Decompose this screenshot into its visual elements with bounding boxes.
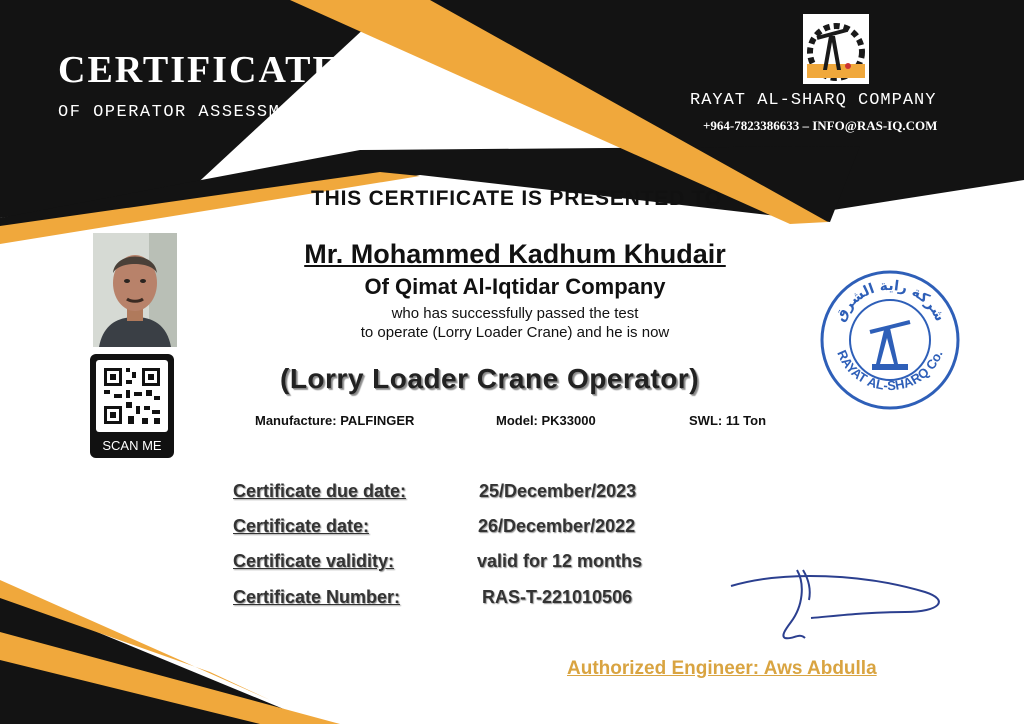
company-stamp	[818, 268, 962, 412]
validity-value: valid for 12 months	[477, 551, 643, 571]
stamp-arabic-text: شركة راية الشرق	[832, 277, 948, 325]
certificate-title: CERTIFICATE	[58, 49, 340, 91]
certificate-date-label: Certificate date:	[233, 516, 370, 536]
company-name: RAYAT AL-SHARQ COMPANY	[690, 91, 937, 110]
operate-text: to operate (Lorry Loader Crane) and he is now	[360, 324, 670, 341]
due-date-value: 25/December/2023	[479, 481, 637, 501]
validity-label: Certificate validity:	[233, 551, 395, 571]
company-logo-icon	[803, 14, 869, 84]
recipient-company: Of Qimat Al-Iqtidar Company	[364, 274, 666, 299]
model-spec: Model: PK33000	[496, 413, 596, 428]
company-contact: +964-7823386633 – INFO@RAS-IQ.COM	[703, 118, 938, 133]
passed-text: who has successfully passed the test	[391, 305, 639, 322]
operator-role: (Lorry Loader Crane Operator)	[280, 363, 700, 394]
certificate-subtitle: OF OPERATOR ASSESSMENT	[58, 103, 316, 122]
scan-me-label: SCAN ME	[102, 438, 162, 453]
manufacture-spec: Manufacture: PALFINGER	[255, 413, 415, 428]
presented-to-heading: THIS CERTIFICATE IS PRESENTED TO	[310, 187, 723, 210]
swl-spec: SWL: 11 Ton	[689, 413, 767, 428]
recipient-photo	[93, 233, 177, 347]
certificate-number-label: Certificate Number:	[233, 587, 401, 607]
recipient-name: Mr. Mohammed Kadhum Khudair	[304, 239, 726, 269]
engineer-signature	[725, 560, 955, 650]
stamp-english-text: RAYAT AL-SHARQ Co.	[834, 347, 946, 394]
certificate-number-value: RAS-T-221010506	[482, 587, 633, 607]
svg-text:RAYAT AL-SHARQ Co.	[834, 348, 945, 393]
due-date-label: Certificate due date:	[233, 481, 407, 501]
authorized-engineer: Authorized Engineer: Aws Abdulla	[567, 658, 877, 679]
certificate-date-value: 26/December/2022	[478, 516, 636, 536]
qr-code[interactable]	[90, 354, 174, 458]
